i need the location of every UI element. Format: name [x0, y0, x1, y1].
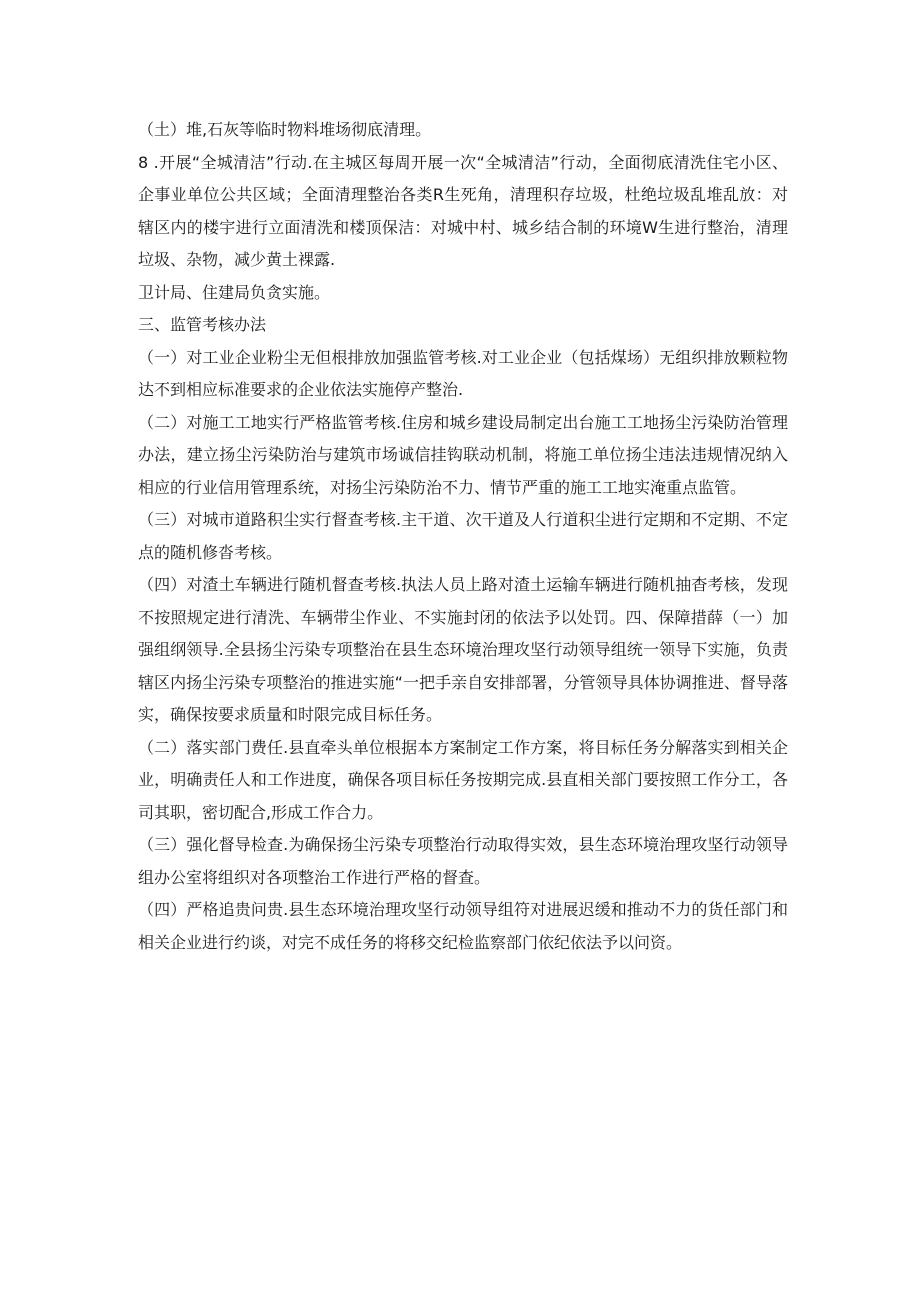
document-body [138, 114, 788, 959]
section-heading-supervision: 三、监管考核办法 [138, 315, 267, 334]
paragraph-construction-sites: （二）对施工工地实行严格监管考核.住房和城乡建设局制定出台施工工地扬尘污染防治管理办法，建立扬尘污染防治与建筑市场诚信挂钩联动机制，将施工单位扬尘违法违规情况纳入相应的行业信用管理系统，对扬尘污染防治不力、情节严重的施工工地实淹重点监管。 [138, 412, 788, 497]
paragraph-muck-trucks-and-leadership: （四）对渣土车辆进行随机督查考核.执法人员上路对渣土运输车辆进行随机抽杳考核，发现不按照规定进行清洗、车辆带尘作业、不实施封闭的依法予以处罚。四、保障措薛（一）加强组纲领导.全县扬尘污染专项整治在县生态环境治理攻坚行动领导组统一领导下实施，负责辖区内扬尘污染专项整治的推进实施“一把手亲自安排部署，分管领导具体协调推进、督导落实，确保按要求质量和时限完成目标任务。 [138, 575, 788, 724]
paragraph-material-yard: （土）堆,石灰等临时物料堆场彻底清理。 [138, 120, 432, 139]
paragraph-accountability: （四）严格追贵问贵.县生态环境治理攻坚行动领导组符对进展迟缓和推动不力的货任部门和相关企业进行约谈，对完不成任务的将移交纪检监察部门依纪依法予以问资。 [138, 900, 788, 952]
paragraph-road-dust: （三）对城市道路积尘实行督查考核.主干道、次干道及人行道积尘进行定期和不定期、不定点的随机修沓考核。 [138, 510, 788, 562]
paragraph-responsible-units: 卫计局、住建局负贪实施。 [138, 282, 331, 302]
paragraph-department-responsibility: （二）落实部门费任.县直牵头单位根据本方案制定工作方案，将目标任务分解落实到相关企业，明确责任人和工作进度，确保各项目标任务按期完成.县直相关部门要按照工作分工，各司其职，密切配合,形成工作合力。 [138, 737, 788, 822]
paragraph-inspection: （三）强化督导检查.为确保扬尘污染专项整治行动取得实效，县生态环境治理攻坚行动领导组办公室将组织对各项整治工作进行严格的督查。 [138, 835, 788, 887]
paragraph-city-cleaning: 8 .开展“全城清洁”行动.在主城区每周开展一次“全城清洁”行动，全面彻底清洗住宅小区、企事业单位公共区域；全面清理整治各类R生死角，清理积存垃圾，杜绝垃圾乱堆乱放：对辖区内的楼宇进行立面清洗和楼顶保洁：对城中村、城乡结合制的环境W生进行整治，清理垃圾、杂物，减少黄土裸露. [138, 152, 788, 269]
paragraph-industrial-dust: （一）对工业企业粉尘无但根排放加强监管考核.对工业企业（包括煤场）无组织排放颗粒物达不到相应标准要求的企业依法实施停产整治. [138, 347, 788, 399]
